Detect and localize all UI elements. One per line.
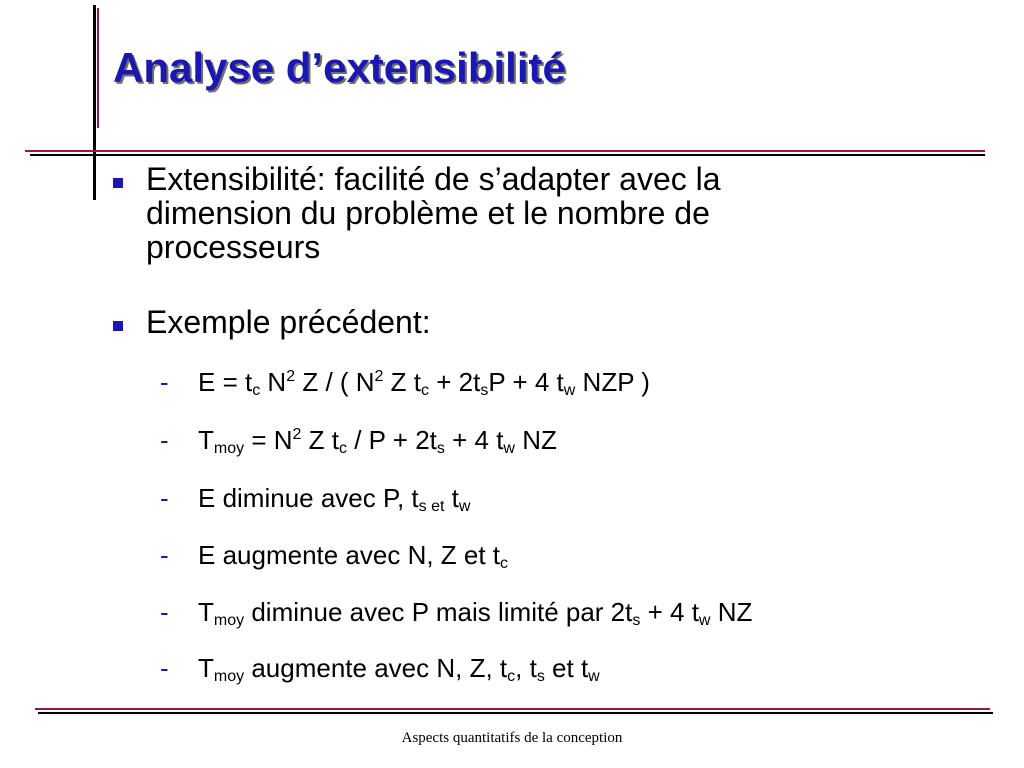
top-rule-red: [25, 150, 985, 152]
bullet-square-icon: [113, 178, 123, 188]
sub-item-text: $E = t_c$ $N^2$ Z / ( $N^2$ Z $t_c + 2t_sP + 4$ $t_w$ NZP ): [198, 367, 650, 399]
sub-item-text: E augmente avec N, Z et $t_c$: [198, 540, 509, 572]
top-rule-black: [30, 154, 985, 156]
dash-marker: -: [160, 653, 169, 683]
sub-item-text: $T_{moy}$ augmente avec N, Z, $t_c$, $t_s$ et $t_w$: [198, 653, 600, 685]
bullet-1-line-1: Extensibilité: facilité de s’adapter avec la: [146, 161, 721, 197]
sub-item-text: $T_{moy} = N^2$ Z $t_c / P + 2t_s + 4$ $t_w$ NZ: [198, 425, 557, 457]
bullet-1-line-3: processeurs: [146, 229, 321, 265]
bullet-2-text: Exemple précédent:: [146, 304, 431, 340]
dash-marker: -: [160, 367, 169, 397]
sub-item-text: E diminue avec P, $t_{s et}$ $t_w$: [198, 483, 471, 515]
slide-footer: Aspects quantitatifs de la conception: [401, 730, 623, 746]
bottom-rule-red: [35, 708, 990, 710]
sub-item-text: $T_{moy}$ diminue avec P mais limité par $2t_s + 4$ $t_w$ NZ: [198, 597, 753, 629]
vertical-rule-black: [93, 5, 96, 200]
bullet-square-icon: [113, 321, 123, 331]
dash-marker: -: [160, 483, 169, 513]
bullet-1-line-2: dimension du problème et le nombre de: [146, 195, 710, 231]
slide-title: Analyse d’extensibilité: [113, 44, 566, 91]
dash-marker: -: [160, 425, 169, 455]
bottom-rule-black: [38, 712, 993, 714]
dash-marker: -: [160, 597, 169, 627]
vertical-rule-red: [97, 8, 99, 128]
dash-marker: -: [160, 540, 169, 570]
